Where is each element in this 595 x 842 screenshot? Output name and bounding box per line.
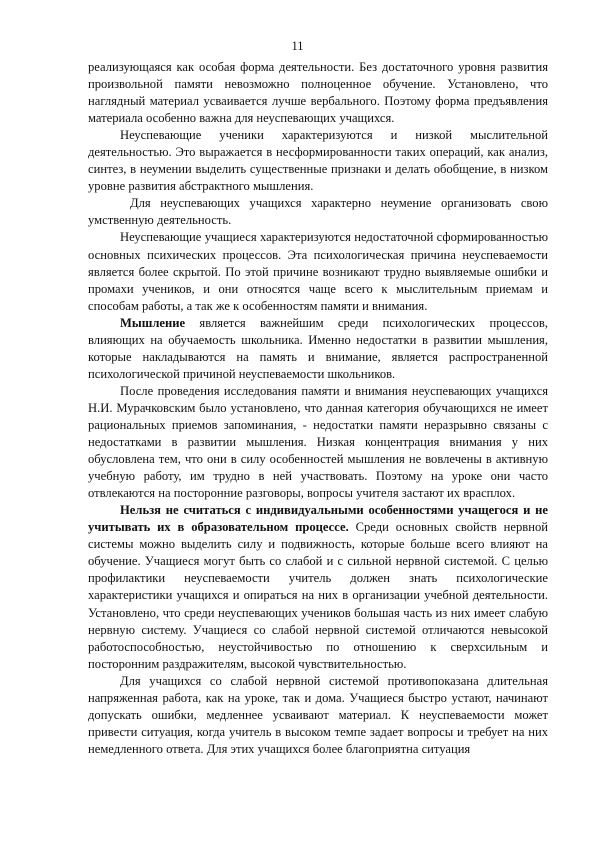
paragraph: [88, 673, 548, 758]
paragraph-bold-lead: Нельзя не считаться с индивидуальными особенностями учащегося и не учитывать их в образовательном процессе.: [88, 503, 548, 535]
paragraph: [88, 127, 548, 195]
body-text: [88, 59, 548, 758]
paragraph: [88, 383, 548, 502]
paragraph-text: Для учащихся со слабой нервной системой противопоказана длительная напряженная работа, как на уроке, так и дома. Учащиеся быстро устают, начинают допускать ошибки, медленнее усваивают материал. К неуспеваемости может привести ситуация, когда учитель в высоком темпе задает вопросы и требует на них немедленного ответа. Для этих учащихся более благоприятна ситуация: [88, 673, 548, 756]
paragraph: [88, 59, 548, 127]
paragraph-text: является важнейшим среди психологических процессов, влияющих на обучаемость школьника. Именно недостатки в развитии мышления, которые накладываются на память и внимание, является распространенной психологической причиной неуспеваемости школьников.: [88, 315, 548, 381]
page-number: 11: [291, 39, 304, 53]
paragraph-text: реализующаяся как особая форма деятельности. Без достаточного уровня развития произвольной памяти невозможно полноценное обучение. Установлено, что наглядный материал усваивается лучше вербального. Поэтому форма предъявления материала особенно важна для неуспевающих учащихся.: [88, 60, 548, 126]
paragraph-text: Неуспевающие учащиеся характеризуются недостаточной сформированностью основных психических процессов. Эта психологическая причина неуспеваемости является более скрытой. По этой причине возникают трудно выявляемые ошибки и промахи учеников, и они относятся чаще всего к мыслительным приемам и способам работы, а так же к особенностям памяти и внимания.: [88, 230, 548, 313]
paragraph: [88, 502, 548, 672]
paragraph-text: После проведения исследования памяти и внимания неуспевающих учащихся Н.И. Мурачковским было установлено, что данная категория обучающихся не имеет рациональных приемов запоминания, - недостатки памяти неразрывно связаны с недостатками в развитии мышления. Низкая концентрация внимания у них обусловлена тем, что они в силу особенностей мышления не вовлечены в активную учебную работу, им трудно в ней участвовать. Поэтому на уроке они часто отвлекаются на посторонние разговоры, вопросы учителя застают их врасплох.: [88, 383, 548, 501]
paragraph-text: Неуспевающие ученики характеризуются и низкой мыслительной деятельностью. Это выражается в несформированности таких операций, как анализ, синтез, в неумении выделить существенные признаки и делать обобщение, в низком уровне развития абстрактного мышления.: [88, 128, 548, 194]
paragraph: [88, 195, 548, 229]
paragraph-text: Для неуспевающих учащихся характерно неумение организовать свою умственную деятельность.: [88, 196, 548, 228]
paragraph-bold-lead: Мышление: [120, 315, 186, 330]
paragraph: [88, 229, 548, 314]
paragraph-text: Среди основных свойств нервной системы можно выделить силу и подвижность, которые больше всего влияют на обучение. Учащиеся могут быть со слабой и с сильной нервной системой. С целью профилактики неуспеваемости учитель должен знать психологические характеристики учащихся и опираться на них в организации учебной деятельности. Установлено, что среди неуспевающих учеников большая часть из них имеет слабую нервную систему. Учащиеся со слабой нервной системой отличаются невысокой работоспособностью, неустойчивостью по отношению к сверхсильным и посторонним раздражителям, высокой чувствительностью.: [88, 520, 548, 671]
paragraph: [88, 315, 548, 383]
